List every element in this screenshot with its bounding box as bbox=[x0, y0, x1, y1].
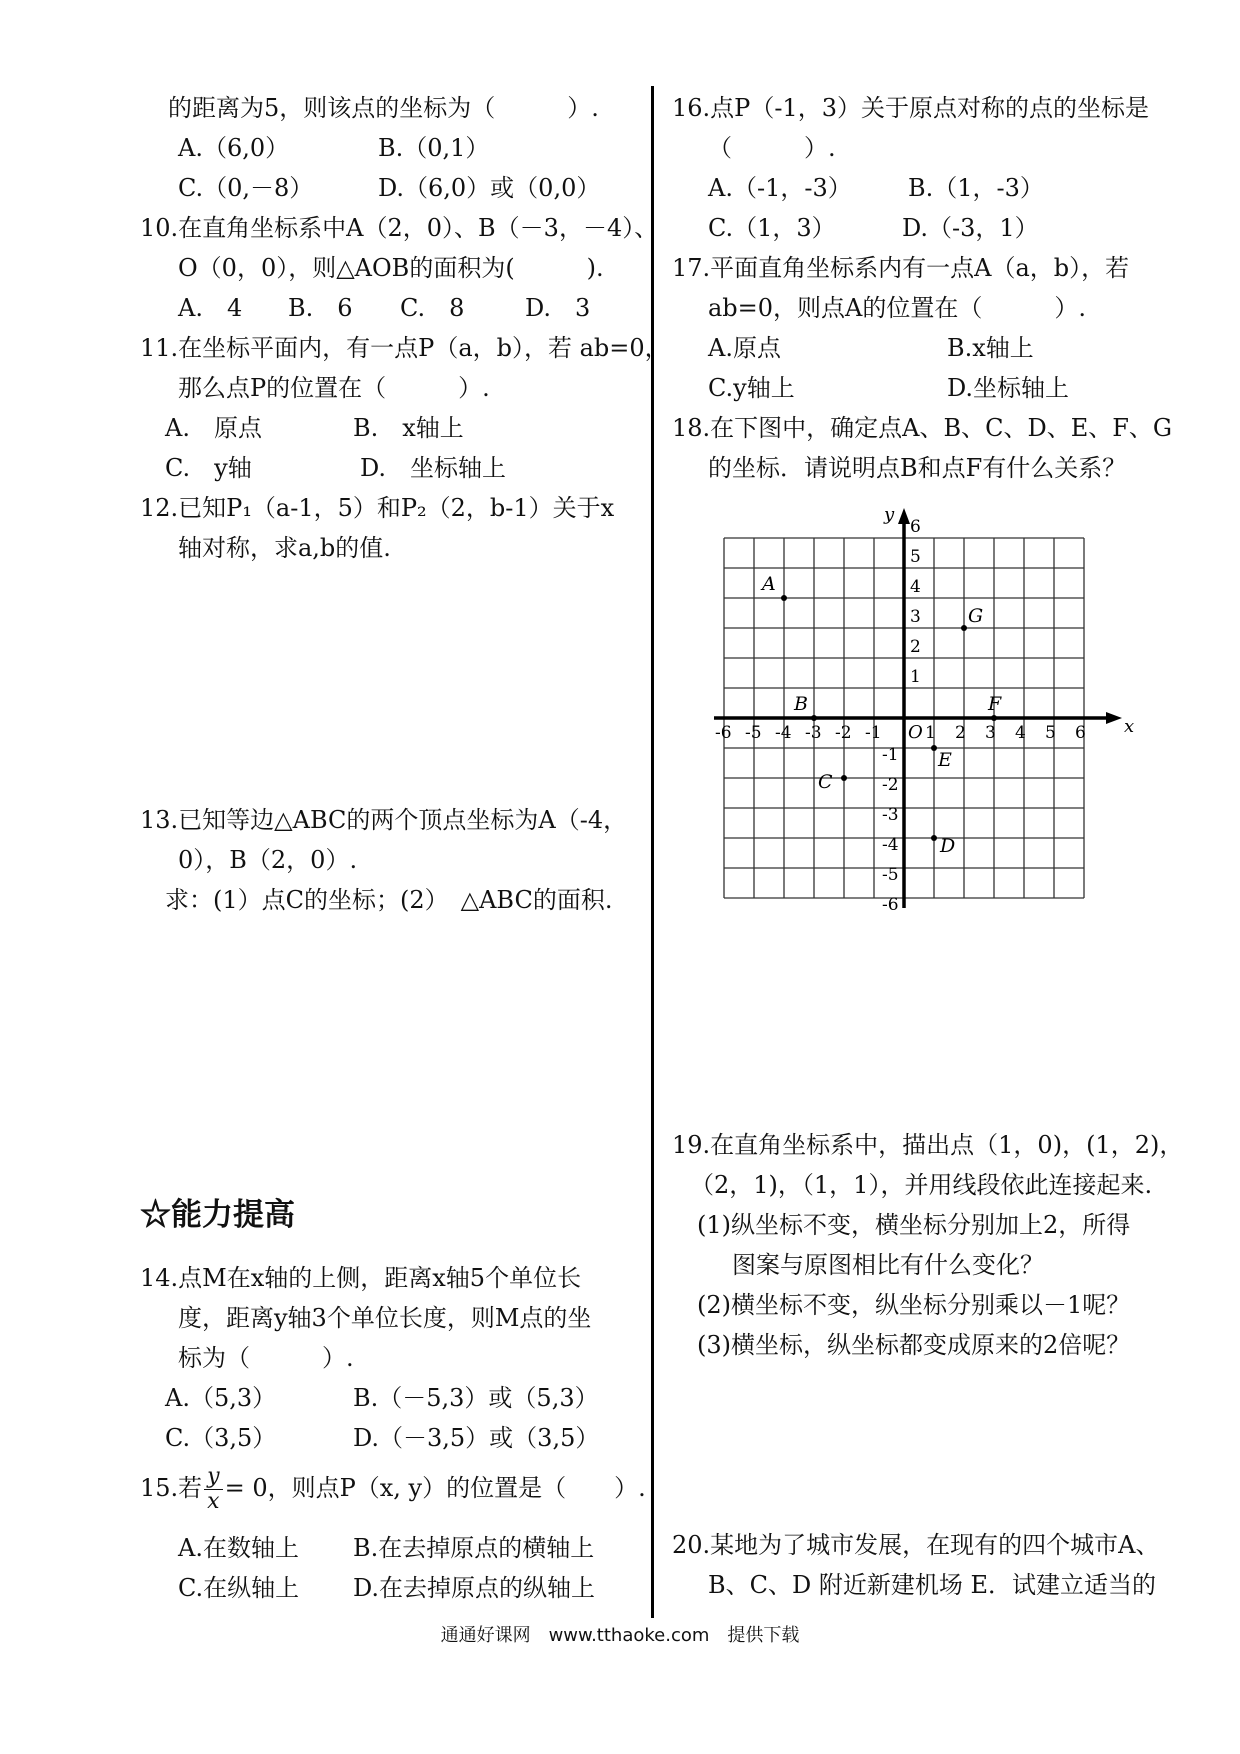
section-title: ☆能力提高 bbox=[140, 1197, 295, 1233]
point-b bbox=[811, 715, 817, 721]
q13-line3: 求：(1）点C的坐标；(2） △ABC的面积. bbox=[165, 886, 613, 914]
q14-option-b: B.（－5,3）或（5,3） bbox=[353, 1384, 599, 1412]
y-axis-arrow bbox=[898, 508, 910, 524]
y-tick-label: -2 bbox=[882, 775, 899, 795]
x-tick-label: -5 bbox=[745, 723, 762, 743]
point-c bbox=[841, 775, 847, 781]
q16-option-a: A.（-1，-3） bbox=[708, 174, 852, 202]
q15-option-b: B.在去掉原点的横轴上 bbox=[353, 1534, 595, 1562]
x-axis-arrow bbox=[1106, 712, 1122, 724]
q19-sub3: (3)横坐标，纵坐标都变成原来的2倍呢？ bbox=[697, 1331, 1131, 1359]
q17-option-d: D.坐标轴上 bbox=[947, 374, 1070, 402]
footer: 通通好课网 www.tthaoke.com 提供下载 bbox=[440, 1625, 800, 1646]
q17-option-c: C.y轴上 bbox=[708, 374, 795, 402]
x-tick-label: -6 bbox=[715, 723, 732, 743]
x-axis-label: x bbox=[1124, 716, 1134, 737]
y-tick-label: 2 bbox=[910, 637, 921, 657]
q14-line2: 度，距离y轴3个单位长度，则M点的坐 bbox=[178, 1304, 592, 1332]
q9-option-b: B.（0,1） bbox=[378, 134, 490, 162]
x-tick-label: 3 bbox=[985, 723, 996, 743]
y-tick-label: 1 bbox=[910, 667, 921, 687]
y-tick-label: 6 bbox=[910, 517, 921, 537]
q18-line2: 的坐标．请说明点B和点F有什么关系？ bbox=[708, 454, 1127, 482]
q14-option-a: A.（5,3） bbox=[165, 1384, 277, 1412]
point-label-a: A bbox=[762, 573, 776, 595]
q16-option-b: B.（1，-3） bbox=[908, 174, 1044, 202]
x-tick-label: 4 bbox=[1015, 723, 1026, 743]
q10-option-a: A. 4 bbox=[178, 294, 243, 322]
point-label-g: G bbox=[968, 605, 984, 627]
q17-option-a: A.原点 bbox=[708, 334, 781, 362]
q19-sub2: (2)横坐标不变，纵坐标分别乘以－1呢？ bbox=[697, 1291, 1131, 1319]
q16-option-c: C.（1，3） bbox=[708, 214, 836, 242]
x-tick-label: 6 bbox=[1075, 723, 1086, 743]
x-tick-label: -3 bbox=[805, 723, 822, 743]
q15-option-d: D.在去掉原点的纵轴上 bbox=[353, 1574, 596, 1602]
q19-sub1a: (1)纵坐标不变，横坐标分别加上2，所得 bbox=[697, 1211, 1131, 1239]
q19-line2: （2，1)，（1，1），并用线段依此连接起来. bbox=[690, 1171, 1153, 1199]
q15-fraction bbox=[204, 1465, 222, 1514]
q11-line2: 那么点P的位置在（ ）. bbox=[178, 374, 490, 402]
x-tick-label: 5 bbox=[1045, 723, 1056, 743]
y-tick-label: 5 bbox=[910, 547, 921, 567]
q11-option-d: D. 坐标轴上 bbox=[360, 454, 507, 482]
q14-option-c: C.（3,5） bbox=[165, 1424, 277, 1452]
q11-line1: 11.在坐标平面内，有一点P（a，b），若 ab=0， bbox=[140, 334, 669, 362]
x-tick-label: -4 bbox=[775, 723, 792, 743]
q11-option-a: A. 原点 bbox=[165, 414, 262, 442]
coordinate-grid bbox=[704, 490, 1134, 930]
q20-line2: B、C、D 附近新建机场 E．试建立适当的 bbox=[708, 1571, 1157, 1599]
y-tick-label: 4 bbox=[910, 577, 921, 597]
x-tick-label: -2 bbox=[835, 723, 852, 743]
point-label-d: D bbox=[940, 835, 956, 857]
q12-line1: 12.已知P₁（a-1，5）和P₂（2，b-1）关于x bbox=[140, 494, 615, 522]
q10-line1: 10.在直角坐标系中A（2，0）、B（－3，－4）、 bbox=[140, 214, 659, 242]
q11-option-c: C. y轴 bbox=[165, 454, 252, 482]
q9-option-c: C.（0,－8） bbox=[178, 174, 314, 202]
q16-option-d: D.（-3，1） bbox=[902, 214, 1039, 242]
q10-line2: O（0，0），则△AOB的面积为( ). bbox=[178, 254, 604, 282]
point-f bbox=[991, 715, 997, 721]
q20-line1: 20.某地为了城市发展，在现有的四个城市A、 bbox=[672, 1531, 1160, 1559]
q15-denominator: x bbox=[207, 1489, 220, 1514]
q15-option-c: C.在纵轴上 bbox=[178, 1574, 300, 1602]
q15-numerator: y bbox=[204, 1465, 222, 1490]
q11-option-b: B. x轴上 bbox=[353, 414, 464, 442]
point-e bbox=[931, 745, 937, 751]
q9-option-d: D.（6,0）或（0,0） bbox=[378, 174, 601, 202]
y-tick-label: -3 bbox=[882, 805, 899, 825]
q14-line3: 标为（ ）. bbox=[178, 1344, 354, 1372]
q10-option-d: D. 3 bbox=[525, 294, 591, 322]
y-tick-label: -6 bbox=[882, 895, 899, 915]
origin-label: O bbox=[908, 722, 923, 743]
x-tick-label: 1 bbox=[925, 723, 936, 743]
point-label-f: F bbox=[988, 693, 1002, 715]
q17-line2: ab=0，则点A的位置在（ ）. bbox=[708, 294, 1087, 322]
q15-option-a: A.在数轴上 bbox=[178, 1534, 299, 1562]
q16-line2: （ ）. bbox=[708, 134, 836, 162]
q18-line1: 18.在下图中，确定点A、B、C、D、E、F、G bbox=[672, 414, 1173, 442]
y-tick-label: -5 bbox=[882, 865, 899, 885]
q9-option-a: A.（6,0） bbox=[178, 134, 290, 162]
point-d bbox=[931, 835, 937, 841]
q17-line1: 17.平面直角坐标系内有一点A（a，b），若 bbox=[672, 254, 1130, 282]
q15-line bbox=[140, 1458, 646, 1518]
y-tick-label: 3 bbox=[910, 607, 921, 627]
point-label-b: B bbox=[794, 693, 808, 715]
q14-option-d: D.（－3,5）或（3,5） bbox=[353, 1424, 600, 1452]
y-tick-label: -4 bbox=[882, 835, 899, 855]
point-a bbox=[781, 595, 787, 601]
q14-line1: 14.点M在x轴的上侧，距离x轴5个单位长 bbox=[140, 1264, 582, 1292]
q15-suffix: = 0，则点P（x, y）的位置是（ ）. bbox=[224, 1474, 646, 1502]
q12-line2: 轴对称，求a,b的值. bbox=[178, 534, 391, 562]
q10-option-b: B. 6 bbox=[288, 294, 353, 322]
q19-line1: 19.在直角坐标系中，描出点（1，0)，(1，2)， bbox=[672, 1131, 1184, 1159]
q17-option-b: B.x轴上 bbox=[947, 334, 1034, 362]
q10-option-c: C. 8 bbox=[400, 294, 465, 322]
point-label-e: E bbox=[938, 749, 952, 771]
q19-sub1b: 图案与原图相比有什么变化？ bbox=[732, 1251, 1044, 1279]
column-divider bbox=[651, 86, 654, 1618]
y-tick-label: -1 bbox=[882, 745, 899, 765]
q15-prefix: 15.若 bbox=[140, 1474, 203, 1502]
x-tick-label: 2 bbox=[955, 723, 966, 743]
y-axis-label: y bbox=[884, 504, 895, 525]
x-tick-label: -1 bbox=[865, 723, 882, 743]
point-label-c: C bbox=[818, 771, 833, 793]
q13-line1: 13.已知等边△ABC的两个顶点坐标为A（-4， bbox=[140, 806, 628, 834]
q16-line1: 16.点P（-1，3）关于原点对称的点的坐标是 bbox=[672, 94, 1149, 122]
q9-tail: 的距离为5，则该点的坐标为（ ）. bbox=[168, 94, 599, 122]
q13-line2: 0），B（2，0）. bbox=[178, 846, 358, 874]
point-g bbox=[961, 625, 967, 631]
